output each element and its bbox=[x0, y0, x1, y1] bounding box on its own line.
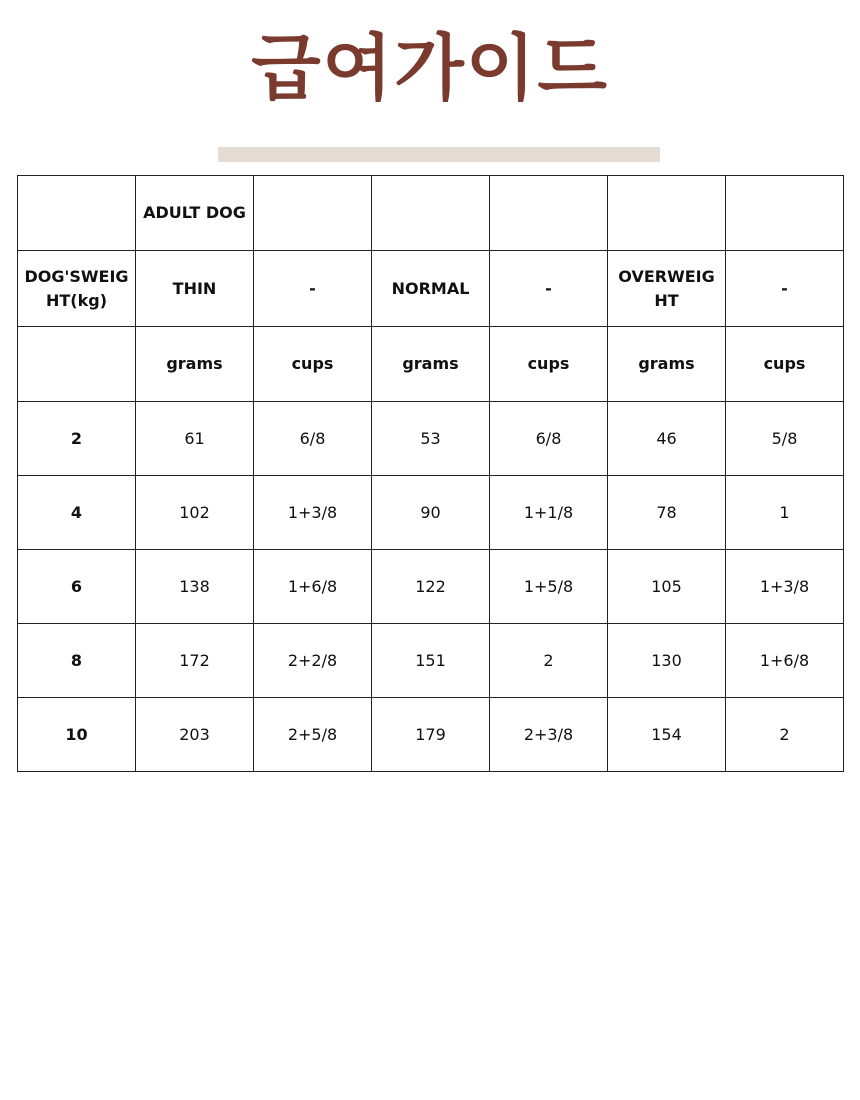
table-row bbox=[18, 698, 844, 772]
header-cell-empty bbox=[18, 176, 136, 251]
thin-grams-cell: 61 bbox=[136, 402, 254, 476]
thin-grams-cell: 172 bbox=[136, 624, 254, 698]
overweight-grams-cell: 105 bbox=[608, 550, 726, 624]
normal-grams-cell: 90 bbox=[372, 476, 490, 550]
header-row-units bbox=[18, 327, 844, 402]
header-cell-cups: cups bbox=[254, 327, 372, 402]
header-cell-empty bbox=[18, 327, 136, 402]
header-row-condition bbox=[18, 251, 844, 327]
header-row-category bbox=[18, 176, 844, 251]
thin-cups-cell: 1+3/8 bbox=[254, 476, 372, 550]
weight-cell: 6 bbox=[18, 550, 136, 624]
header-cell-grams: grams bbox=[136, 327, 254, 402]
thin-cups-cell: 1+6/8 bbox=[254, 550, 372, 624]
header-cell-empty bbox=[726, 176, 844, 251]
normal-cups-cell: 2+3/8 bbox=[490, 698, 608, 772]
thin-cups-cell: 2+5/8 bbox=[254, 698, 372, 772]
header-cell-dash: - bbox=[254, 251, 372, 327]
normal-grams-cell: 151 bbox=[372, 624, 490, 698]
overweight-grams-cell: 130 bbox=[608, 624, 726, 698]
header-cell-overweight: OVERWEIGHT bbox=[608, 251, 726, 327]
table-row bbox=[18, 550, 844, 624]
normal-cups-cell: 1+1/8 bbox=[490, 476, 608, 550]
overweight-grams-cell: 154 bbox=[608, 698, 726, 772]
header-cell-cups: cups bbox=[726, 327, 844, 402]
thin-cups-cell: 6/8 bbox=[254, 402, 372, 476]
thin-grams-cell: 102 bbox=[136, 476, 254, 550]
overweight-cups-cell: 5/8 bbox=[726, 402, 844, 476]
header-cell-grams: grams bbox=[608, 327, 726, 402]
thin-grams-cell: 138 bbox=[136, 550, 254, 624]
normal-cups-cell: 1+5/8 bbox=[490, 550, 608, 624]
header-cell-empty bbox=[608, 176, 726, 251]
overweight-grams-cell: 78 bbox=[608, 476, 726, 550]
feeding-guide-table bbox=[17, 175, 844, 772]
weight-cell: 4 bbox=[18, 476, 136, 550]
overweight-cups-cell: 1+3/8 bbox=[726, 550, 844, 624]
thin-cups-cell: 2+2/8 bbox=[254, 624, 372, 698]
header-cell-empty bbox=[372, 176, 490, 251]
overweight-cups-cell: 1+6/8 bbox=[726, 624, 844, 698]
header-cell-normal: NORMAL bbox=[372, 251, 490, 327]
table-row bbox=[18, 476, 844, 550]
header-cell-cups: cups bbox=[490, 327, 608, 402]
weight-cell: 10 bbox=[18, 698, 136, 772]
normal-cups-cell: 6/8 bbox=[490, 402, 608, 476]
overweight-cups-cell: 1 bbox=[726, 476, 844, 550]
page-title: 급여가이드 bbox=[251, 26, 609, 110]
table-row bbox=[18, 624, 844, 698]
overweight-cups-cell: 2 bbox=[726, 698, 844, 772]
header-cell-thin: THIN bbox=[136, 251, 254, 327]
table-row bbox=[18, 402, 844, 476]
header-cell-dash: - bbox=[490, 251, 608, 327]
header-cell-empty bbox=[490, 176, 608, 251]
header-cell-dash: - bbox=[726, 251, 844, 327]
weight-cell: 2 bbox=[18, 402, 136, 476]
title-divider bbox=[218, 147, 660, 162]
header-cell-empty bbox=[254, 176, 372, 251]
normal-grams-cell: 53 bbox=[372, 402, 490, 476]
header-cell-adult-dog: ADULT DOG bbox=[136, 176, 254, 251]
thin-grams-cell: 203 bbox=[136, 698, 254, 772]
overweight-grams-cell: 46 bbox=[608, 402, 726, 476]
weight-cell: 8 bbox=[18, 624, 136, 698]
header-cell-grams: grams bbox=[372, 327, 490, 402]
normal-cups-cell: 2 bbox=[490, 624, 608, 698]
normal-grams-cell: 122 bbox=[372, 550, 490, 624]
normal-grams-cell: 179 bbox=[372, 698, 490, 772]
header-cell-dog-weight: DOG'SWEIGHT(kg) bbox=[18, 251, 136, 327]
